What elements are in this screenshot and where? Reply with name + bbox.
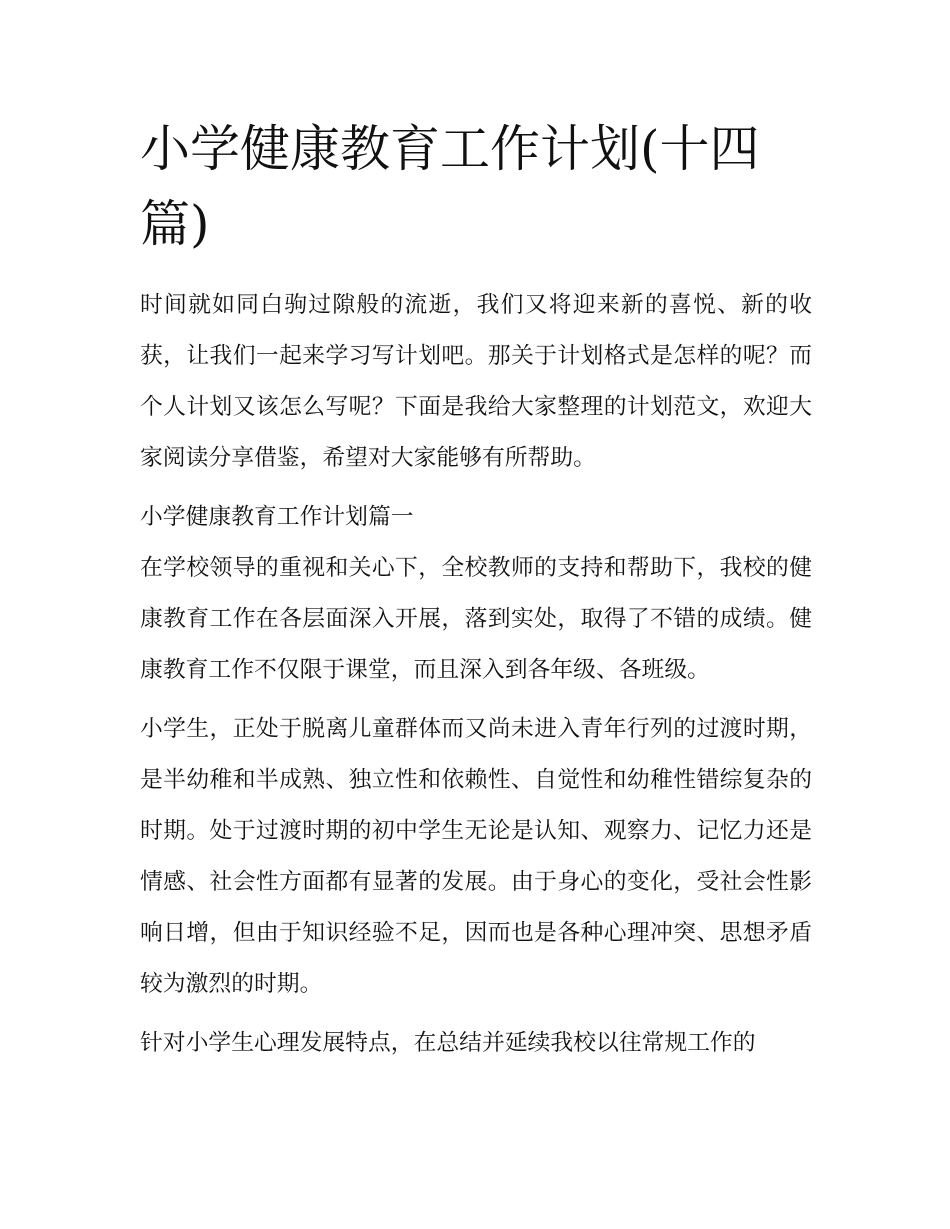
intro-paragraph: 时间就如同白驹过隙般的流逝，我们又将迎来新的喜悦、新的收获，让我们一起来学习写计划吧。那关于计划格式是怎样的呢？而个人计划又该怎么写呢？下面是我给大家整理的计划范文，欢迎大家阅读分享借鉴，希望对大家能够有所帮助。	[140, 292, 812, 471]
document-title: 小学健康教育工作计划(十四篇)	[140, 120, 760, 253]
body-paragraph: 小学生，正处于脱离儿童群体而又尚未进入青年行列的过渡时期，是半幼稚和半成熟、独立性和依赖性、自觉性和幼稚性错综复杂的时期。处于过渡时期的初中学生无论是认知、观察力、记忆力还是情感、社会性方面都有显著的发展。由于身心的变化，受社会性影响日增，但由于知识经验不足，因而也是各种心理冲突、思想矛盾较为激烈的时期。	[140, 716, 812, 997]
body-paragraph: 针对小学生心理发展特点，在总结并延续我校以往常规工作的	[140, 1030, 756, 1056]
document-body	[140, 280, 812, 1077]
section-heading: 小学健康教育工作计划篇一	[140, 504, 414, 530]
body-paragraph: 在学校领导的重视和关心下，全校教师的支持和帮助下，我校的健康教育工作在各层面深入开展，落到实处，取得了不错的成绩。健康教育工作不仅限于课堂，而且深入到各年级、各班级。	[140, 555, 812, 683]
